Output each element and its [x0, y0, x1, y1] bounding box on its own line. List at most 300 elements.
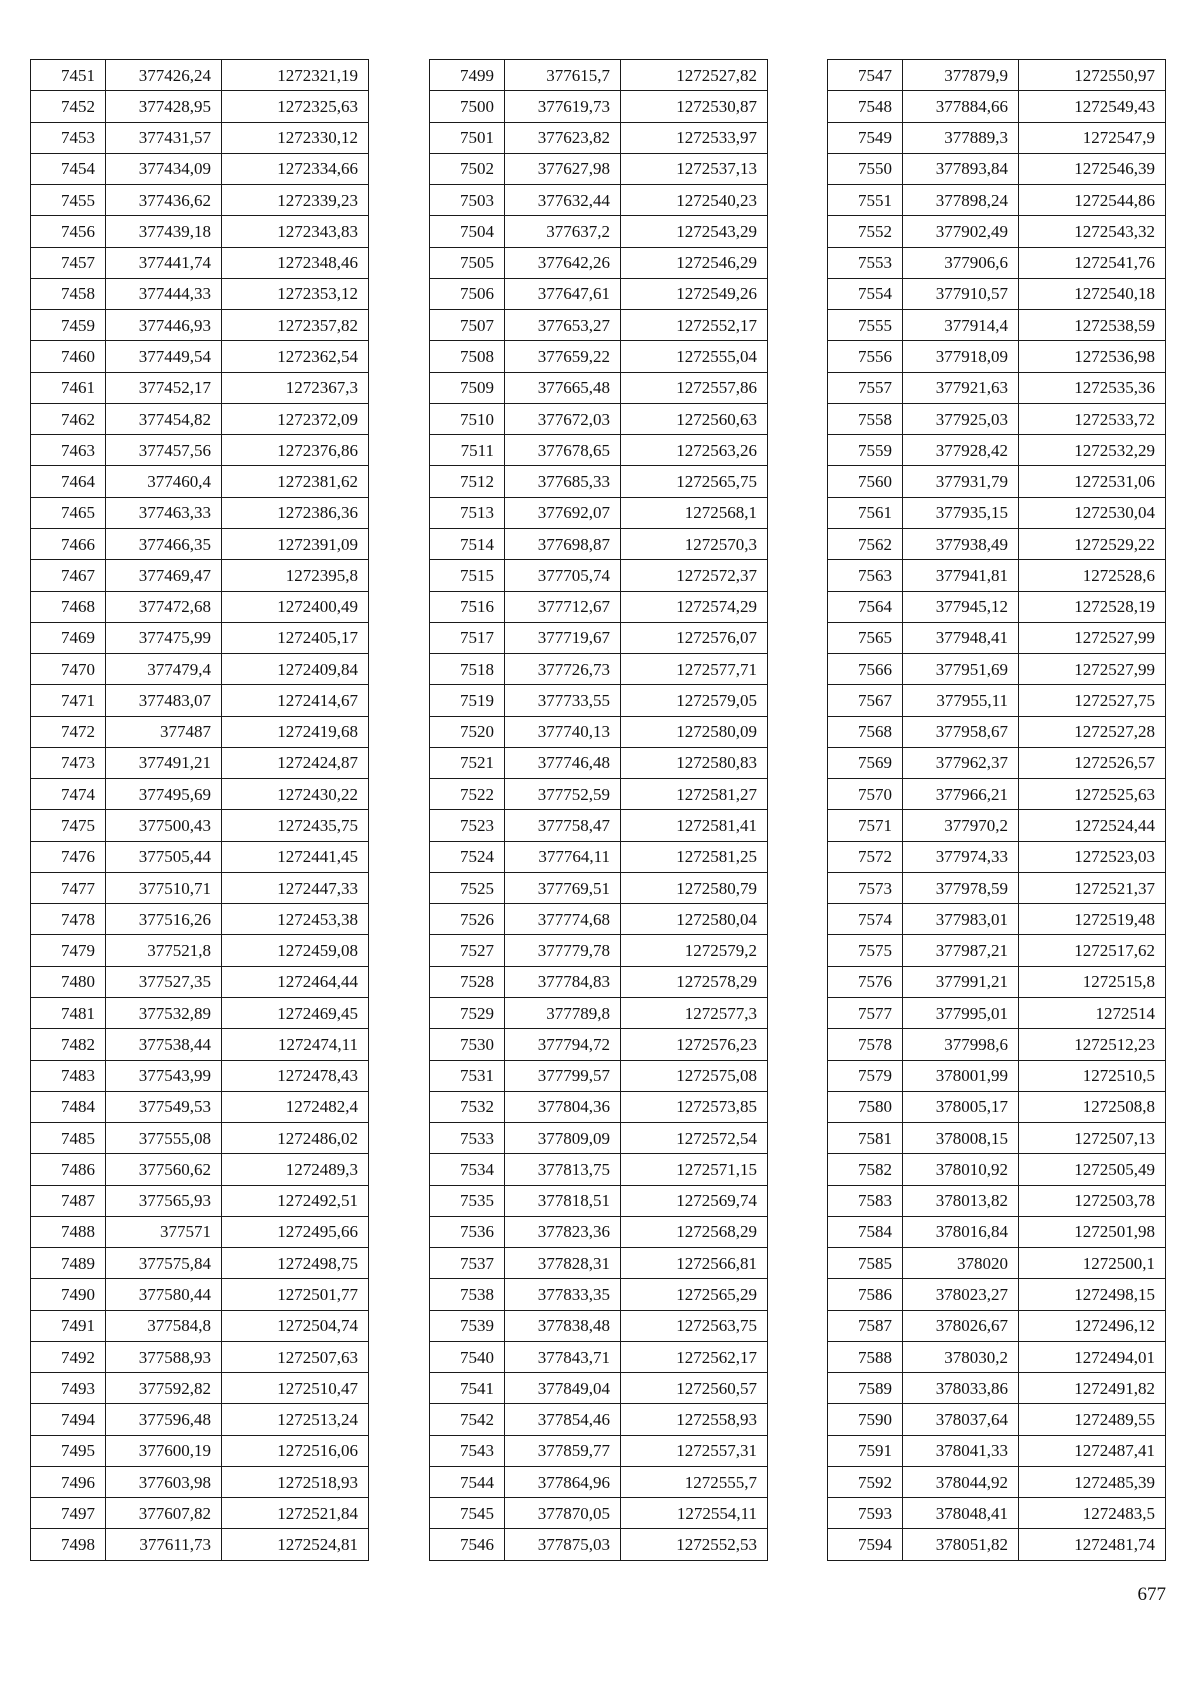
- y-coordinate-cell: 1272524,81: [222, 1529, 369, 1560]
- x-coordinate-cell: 377813,75: [505, 1154, 621, 1185]
- x-coordinate-cell: 377642,26: [505, 247, 621, 278]
- point-number-cell: 7554: [828, 278, 903, 309]
- x-coordinate-cell: 378010,92: [903, 1154, 1019, 1185]
- x-coordinate-cell: 377843,71: [505, 1341, 621, 1372]
- point-number-cell: 7569: [828, 747, 903, 778]
- y-coordinate-cell: 1272557,86: [621, 372, 768, 403]
- x-coordinate-cell: 377428,95: [106, 91, 222, 122]
- table-row: [430, 1091, 768, 1122]
- table-row: [31, 153, 369, 184]
- table-row: [31, 60, 369, 91]
- x-coordinate-cell: 377962,37: [903, 747, 1019, 778]
- point-number-cell: 7476: [31, 841, 106, 872]
- y-coordinate-cell: 1272546,29: [621, 247, 768, 278]
- y-coordinate-cell: 1272580,04: [621, 904, 768, 935]
- table-row: [31, 372, 369, 403]
- y-coordinate-cell: 1272578,29: [621, 966, 768, 997]
- table-row: [31, 1185, 369, 1216]
- x-coordinate-cell: 378016,84: [903, 1216, 1019, 1247]
- x-coordinate-cell: 377752,59: [505, 779, 621, 810]
- y-coordinate-cell: 1272540,18: [1019, 278, 1166, 309]
- y-coordinate-cell: 1272492,51: [222, 1185, 369, 1216]
- x-coordinate-cell: 377925,03: [903, 403, 1019, 434]
- point-number-cell: 7468: [31, 591, 106, 622]
- table-row: [828, 1123, 1166, 1154]
- table-row: [31, 497, 369, 528]
- table-row: [828, 1373, 1166, 1404]
- table-row: [430, 91, 768, 122]
- point-number-cell: 7470: [31, 654, 106, 685]
- x-coordinate-cell: 377769,51: [505, 872, 621, 903]
- table-row: [31, 341, 369, 372]
- page-number: 677: [1137, 1584, 1166, 1605]
- table-row: [430, 435, 768, 466]
- x-coordinate-cell: 377672,03: [505, 403, 621, 434]
- table-row: [31, 1373, 369, 1404]
- x-coordinate-cell: 377794,72: [505, 1029, 621, 1060]
- table-row: [828, 1060, 1166, 1091]
- x-coordinate-cell: 377906,6: [903, 247, 1019, 278]
- point-number-cell: 7498: [31, 1529, 106, 1560]
- y-coordinate-cell: 1272536,98: [1019, 341, 1166, 372]
- y-coordinate-cell: 1272362,54: [222, 341, 369, 372]
- point-number-cell: 7578: [828, 1029, 903, 1060]
- coordinates-table-2: [429, 59, 768, 1561]
- point-number-cell: 7511: [430, 435, 505, 466]
- x-coordinate-cell: 377665,48: [505, 372, 621, 403]
- y-coordinate-cell: 1272435,75: [222, 810, 369, 841]
- y-coordinate-cell: 1272510,5: [1019, 1060, 1166, 1091]
- y-coordinate-cell: 1272529,22: [1019, 528, 1166, 559]
- x-coordinate-cell: 377457,56: [106, 435, 222, 466]
- y-coordinate-cell: 1272527,28: [1019, 716, 1166, 747]
- point-number-cell: 7495: [31, 1435, 106, 1466]
- y-coordinate-cell: 1272580,79: [621, 872, 768, 903]
- x-coordinate-cell: 377740,13: [505, 716, 621, 747]
- table-row: [828, 779, 1166, 810]
- point-number-cell: 7473: [31, 747, 106, 778]
- table-row: [828, 1029, 1166, 1060]
- y-coordinate-cell: 1272558,93: [621, 1404, 768, 1435]
- y-coordinate-cell: 1272575,08: [621, 1060, 768, 1091]
- y-coordinate-cell: 1272530,04: [1019, 497, 1166, 528]
- point-number-cell: 7580: [828, 1091, 903, 1122]
- y-coordinate-cell: 1272572,54: [621, 1123, 768, 1154]
- point-number-cell: 7592: [828, 1466, 903, 1497]
- x-coordinate-cell: 377958,67: [903, 716, 1019, 747]
- table-row: [828, 122, 1166, 153]
- coordinates-table-1: [30, 59, 369, 1561]
- x-coordinate-cell: 377444,33: [106, 278, 222, 309]
- x-coordinate-cell: 377864,96: [505, 1466, 621, 1497]
- y-coordinate-cell: 1272524,44: [1019, 810, 1166, 841]
- y-coordinate-cell: 1272550,97: [1019, 60, 1166, 91]
- point-number-cell: 7465: [31, 497, 106, 528]
- table-row: [430, 1310, 768, 1341]
- y-coordinate-cell: 1272409,84: [222, 654, 369, 685]
- point-number-cell: 7532: [430, 1091, 505, 1122]
- x-coordinate-cell: 377838,48: [505, 1310, 621, 1341]
- point-number-cell: 7590: [828, 1404, 903, 1435]
- y-coordinate-cell: 1272507,63: [222, 1341, 369, 1372]
- point-number-cell: 7579: [828, 1060, 903, 1091]
- y-coordinate-cell: 1272527,99: [1019, 654, 1166, 685]
- point-number-cell: 7454: [31, 153, 106, 184]
- table-row: [828, 466, 1166, 497]
- table-row: [430, 1466, 768, 1497]
- table-row: [31, 1341, 369, 1372]
- table-row: [31, 1029, 369, 1060]
- table-row: [828, 810, 1166, 841]
- x-coordinate-cell: 377692,07: [505, 497, 621, 528]
- point-number-cell: 7542: [430, 1404, 505, 1435]
- table-row: [430, 247, 768, 278]
- point-number-cell: 7477: [31, 872, 106, 903]
- table-row: [31, 278, 369, 309]
- x-coordinate-cell: 377584,8: [106, 1310, 222, 1341]
- table-row: [828, 560, 1166, 591]
- point-number-cell: 7463: [31, 435, 106, 466]
- x-coordinate-cell: 377804,36: [505, 1091, 621, 1122]
- x-coordinate-cell: 377632,44: [505, 185, 621, 216]
- point-number-cell: 7459: [31, 310, 106, 341]
- point-number-cell: 7452: [31, 91, 106, 122]
- point-number-cell: 7575: [828, 935, 903, 966]
- x-coordinate-cell: 377712,67: [505, 591, 621, 622]
- y-coordinate-cell: 1272464,44: [222, 966, 369, 997]
- x-coordinate-cell: 377500,43: [106, 810, 222, 841]
- point-number-cell: 7553: [828, 247, 903, 278]
- x-coordinate-cell: 378044,92: [903, 1466, 1019, 1497]
- y-coordinate-cell: 1272353,12: [222, 278, 369, 309]
- y-coordinate-cell: 1272504,74: [222, 1310, 369, 1341]
- y-coordinate-cell: 1272512,23: [1019, 1029, 1166, 1060]
- table-row: [828, 1404, 1166, 1435]
- x-coordinate-cell: 377849,04: [505, 1373, 621, 1404]
- point-number-cell: 7515: [430, 560, 505, 591]
- x-coordinate-cell: 378033,86: [903, 1373, 1019, 1404]
- point-number-cell: 7534: [430, 1154, 505, 1185]
- y-coordinate-cell: 1272526,57: [1019, 747, 1166, 778]
- x-coordinate-cell: 377918,09: [903, 341, 1019, 372]
- y-coordinate-cell: 1272538,59: [1019, 310, 1166, 341]
- point-number-cell: 7489: [31, 1248, 106, 1279]
- y-coordinate-cell: 1272430,22: [222, 779, 369, 810]
- table-row: [430, 60, 768, 91]
- table-row: [31, 1248, 369, 1279]
- y-coordinate-cell: 1272419,68: [222, 716, 369, 747]
- x-coordinate-cell: 377615,7: [505, 60, 621, 91]
- y-coordinate-cell: 1272570,3: [621, 528, 768, 559]
- y-coordinate-cell: 1272519,48: [1019, 904, 1166, 935]
- y-coordinate-cell: 1272566,81: [621, 1248, 768, 1279]
- x-coordinate-cell: 377746,48: [505, 747, 621, 778]
- y-coordinate-cell: 1272405,17: [222, 622, 369, 653]
- table-row: [828, 497, 1166, 528]
- y-coordinate-cell: 1272543,32: [1019, 216, 1166, 247]
- table-row: [828, 403, 1166, 434]
- point-number-cell: 7588: [828, 1341, 903, 1372]
- point-number-cell: 7567: [828, 685, 903, 716]
- x-coordinate-cell: 377833,35: [505, 1279, 621, 1310]
- y-coordinate-cell: 1272424,87: [222, 747, 369, 778]
- x-coordinate-cell: 377733,55: [505, 685, 621, 716]
- point-number-cell: 7561: [828, 497, 903, 528]
- table-row: [430, 1498, 768, 1529]
- y-coordinate-cell: 1272441,45: [222, 841, 369, 872]
- x-coordinate-cell: 378008,15: [903, 1123, 1019, 1154]
- point-number-cell: 7518: [430, 654, 505, 685]
- table-row: [828, 1185, 1166, 1216]
- point-number-cell: 7491: [31, 1310, 106, 1341]
- y-coordinate-cell: 1272343,83: [222, 216, 369, 247]
- table-row: [828, 1310, 1166, 1341]
- table-row: [828, 997, 1166, 1028]
- point-number-cell: 7550: [828, 153, 903, 184]
- x-coordinate-cell: 377995,01: [903, 997, 1019, 1028]
- x-coordinate-cell: 377607,82: [106, 1498, 222, 1529]
- point-number-cell: 7587: [828, 1310, 903, 1341]
- x-coordinate-cell: 377764,11: [505, 841, 621, 872]
- x-coordinate-cell: 378037,64: [903, 1404, 1019, 1435]
- y-coordinate-cell: 1272391,09: [222, 528, 369, 559]
- table-row: [430, 872, 768, 903]
- x-coordinate-cell: 377902,49: [903, 216, 1019, 247]
- point-number-cell: 7555: [828, 310, 903, 341]
- y-coordinate-cell: 1272581,41: [621, 810, 768, 841]
- y-coordinate-cell: 1272376,86: [222, 435, 369, 466]
- point-number-cell: 7510: [430, 403, 505, 434]
- x-coordinate-cell: 377472,68: [106, 591, 222, 622]
- x-coordinate-cell: 377931,79: [903, 466, 1019, 497]
- x-coordinate-cell: 378026,67: [903, 1310, 1019, 1341]
- x-coordinate-cell: 377463,33: [106, 497, 222, 528]
- table-row: [828, 872, 1166, 903]
- table-row: [828, 904, 1166, 935]
- y-coordinate-cell: 1272544,86: [1019, 185, 1166, 216]
- y-coordinate-cell: 1272498,75: [222, 1248, 369, 1279]
- y-coordinate-cell: 1272557,31: [621, 1435, 768, 1466]
- point-number-cell: 7479: [31, 935, 106, 966]
- y-coordinate-cell: 1272498,15: [1019, 1279, 1166, 1310]
- x-coordinate-cell: 377565,93: [106, 1185, 222, 1216]
- point-number-cell: 7537: [430, 1248, 505, 1279]
- x-coordinate-cell: 377998,6: [903, 1029, 1019, 1060]
- y-coordinate-cell: 1272533,72: [1019, 403, 1166, 434]
- point-number-cell: 7453: [31, 122, 106, 153]
- table-row: [31, 1279, 369, 1310]
- table-row: [31, 216, 369, 247]
- point-number-cell: 7504: [430, 216, 505, 247]
- x-coordinate-cell: 377426,24: [106, 60, 222, 91]
- x-coordinate-cell: 377619,73: [505, 91, 621, 122]
- table-row: [430, 904, 768, 935]
- x-coordinate-cell: 377935,15: [903, 497, 1019, 528]
- table-row: [31, 872, 369, 903]
- x-coordinate-cell: 377859,77: [505, 1435, 621, 1466]
- x-coordinate-cell: 377560,62: [106, 1154, 222, 1185]
- x-coordinate-cell: 377974,33: [903, 841, 1019, 872]
- y-coordinate-cell: 1272495,66: [222, 1216, 369, 1247]
- table-row: [430, 153, 768, 184]
- table-row: [430, 685, 768, 716]
- point-number-cell: 7549: [828, 122, 903, 153]
- point-number-cell: 7501: [430, 122, 505, 153]
- point-number-cell: 7558: [828, 403, 903, 434]
- y-coordinate-cell: 1272549,43: [1019, 91, 1166, 122]
- table-row: [828, 841, 1166, 872]
- table-row: [31, 560, 369, 591]
- table-row: [430, 1216, 768, 1247]
- y-coordinate-cell: 1272543,29: [621, 216, 768, 247]
- x-coordinate-cell: 377678,65: [505, 435, 621, 466]
- point-number-cell: 7524: [430, 841, 505, 872]
- point-number-cell: 7543: [430, 1435, 505, 1466]
- table-row: [430, 341, 768, 372]
- y-coordinate-cell: 1272547,9: [1019, 122, 1166, 153]
- y-coordinate-cell: 1272481,74: [1019, 1529, 1166, 1560]
- x-coordinate-cell: 378020: [903, 1248, 1019, 1279]
- y-coordinate-cell: 1272563,75: [621, 1310, 768, 1341]
- table-row: [430, 1029, 768, 1060]
- y-coordinate-cell: 1272489,3: [222, 1154, 369, 1185]
- x-coordinate-cell: 378048,41: [903, 1498, 1019, 1529]
- x-coordinate-cell: 377653,27: [505, 310, 621, 341]
- table-row: [828, 654, 1166, 685]
- point-number-cell: 7533: [430, 1123, 505, 1154]
- table-row: [430, 1279, 768, 1310]
- x-coordinate-cell: 377611,73: [106, 1529, 222, 1560]
- table-row: [430, 1123, 768, 1154]
- table-row: [31, 1123, 369, 1154]
- table-row: [828, 528, 1166, 559]
- table-row: [828, 60, 1166, 91]
- point-number-cell: 7530: [430, 1029, 505, 1060]
- point-number-cell: 7481: [31, 997, 106, 1028]
- table-row: [828, 435, 1166, 466]
- x-coordinate-cell: 377789,8: [505, 997, 621, 1028]
- y-coordinate-cell: 1272367,3: [222, 372, 369, 403]
- y-coordinate-cell: 1272546,39: [1019, 153, 1166, 184]
- x-coordinate-cell: 377889,3: [903, 122, 1019, 153]
- table-row: [430, 403, 768, 434]
- y-coordinate-cell: 1272560,57: [621, 1373, 768, 1404]
- table-row: [828, 153, 1166, 184]
- x-coordinate-cell: 377487: [106, 716, 222, 747]
- x-coordinate-cell: 378023,27: [903, 1279, 1019, 1310]
- x-coordinate-cell: 377446,93: [106, 310, 222, 341]
- y-coordinate-cell: 1272580,83: [621, 747, 768, 778]
- x-coordinate-cell: 377870,05: [505, 1498, 621, 1529]
- x-coordinate-cell: 377588,93: [106, 1341, 222, 1372]
- x-coordinate-cell: 377774,68: [505, 904, 621, 935]
- y-coordinate-cell: 1272491,82: [1019, 1373, 1166, 1404]
- table-row: [430, 1248, 768, 1279]
- point-number-cell: 7573: [828, 872, 903, 903]
- table-row: [430, 966, 768, 997]
- table-row: [828, 341, 1166, 372]
- y-coordinate-cell: 1272568,29: [621, 1216, 768, 1247]
- y-coordinate-cell: 1272555,7: [621, 1466, 768, 1497]
- y-coordinate-cell: 1272568,1: [621, 497, 768, 528]
- x-coordinate-cell: 377799,57: [505, 1060, 621, 1091]
- table-row: [31, 591, 369, 622]
- y-coordinate-cell: 1272527,99: [1019, 622, 1166, 653]
- point-number-cell: 7502: [430, 153, 505, 184]
- y-coordinate-cell: 1272577,3: [621, 997, 768, 1028]
- point-number-cell: 7519: [430, 685, 505, 716]
- x-coordinate-cell: 377627,98: [505, 153, 621, 184]
- x-coordinate-cell: 377647,61: [505, 278, 621, 309]
- point-number-cell: 7483: [31, 1060, 106, 1091]
- table-row: [31, 466, 369, 497]
- point-number-cell: 7506: [430, 278, 505, 309]
- point-number-cell: 7472: [31, 716, 106, 747]
- table-row: [31, 904, 369, 935]
- point-number-cell: 7460: [31, 341, 106, 372]
- point-number-cell: 7503: [430, 185, 505, 216]
- table-row: [31, 528, 369, 559]
- table-row: [828, 310, 1166, 341]
- x-coordinate-cell: 377966,21: [903, 779, 1019, 810]
- x-coordinate-cell: 378051,82: [903, 1529, 1019, 1560]
- x-coordinate-cell: 377543,99: [106, 1060, 222, 1091]
- x-coordinate-cell: 377875,03: [505, 1529, 621, 1560]
- table-row: [31, 622, 369, 653]
- point-number-cell: 7456: [31, 216, 106, 247]
- point-number-cell: 7523: [430, 810, 505, 841]
- y-coordinate-cell: 1272573,85: [621, 1091, 768, 1122]
- point-number-cell: 7572: [828, 841, 903, 872]
- table-row: [430, 779, 768, 810]
- point-number-cell: 7514: [430, 528, 505, 559]
- y-coordinate-cell: 1272513,24: [222, 1404, 369, 1435]
- table-row: [430, 1529, 768, 1560]
- y-coordinate-cell: 1272334,66: [222, 153, 369, 184]
- x-coordinate-cell: 377726,73: [505, 654, 621, 685]
- y-coordinate-cell: 1272508,8: [1019, 1091, 1166, 1122]
- point-number-cell: 7485: [31, 1123, 106, 1154]
- table-row: [31, 1060, 369, 1091]
- y-coordinate-cell: 1272510,47: [222, 1373, 369, 1404]
- point-number-cell: 7528: [430, 966, 505, 997]
- point-number-cell: 7535: [430, 1185, 505, 1216]
- y-coordinate-cell: 1272494,01: [1019, 1341, 1166, 1372]
- table-row: [828, 1216, 1166, 1247]
- y-coordinate-cell: 1272500,1: [1019, 1248, 1166, 1279]
- table-row: [430, 591, 768, 622]
- point-number-cell: 7565: [828, 622, 903, 653]
- table-row: [828, 747, 1166, 778]
- point-number-cell: 7574: [828, 904, 903, 935]
- y-coordinate-cell: 1272386,36: [222, 497, 369, 528]
- table-row: [31, 310, 369, 341]
- table-row: [31, 1216, 369, 1247]
- y-coordinate-cell: 1272581,25: [621, 841, 768, 872]
- table-row: [31, 435, 369, 466]
- point-number-cell: 7571: [828, 810, 903, 841]
- point-number-cell: 7540: [430, 1341, 505, 1372]
- x-coordinate-cell: 377495,69: [106, 779, 222, 810]
- table-row: [430, 466, 768, 497]
- point-number-cell: 7525: [430, 872, 505, 903]
- y-coordinate-cell: 1272533,97: [621, 122, 768, 153]
- y-coordinate-cell: 1272501,77: [222, 1279, 369, 1310]
- table-row: [828, 935, 1166, 966]
- y-coordinate-cell: 1272372,09: [222, 403, 369, 434]
- table-row: [31, 1435, 369, 1466]
- point-number-cell: 7484: [31, 1091, 106, 1122]
